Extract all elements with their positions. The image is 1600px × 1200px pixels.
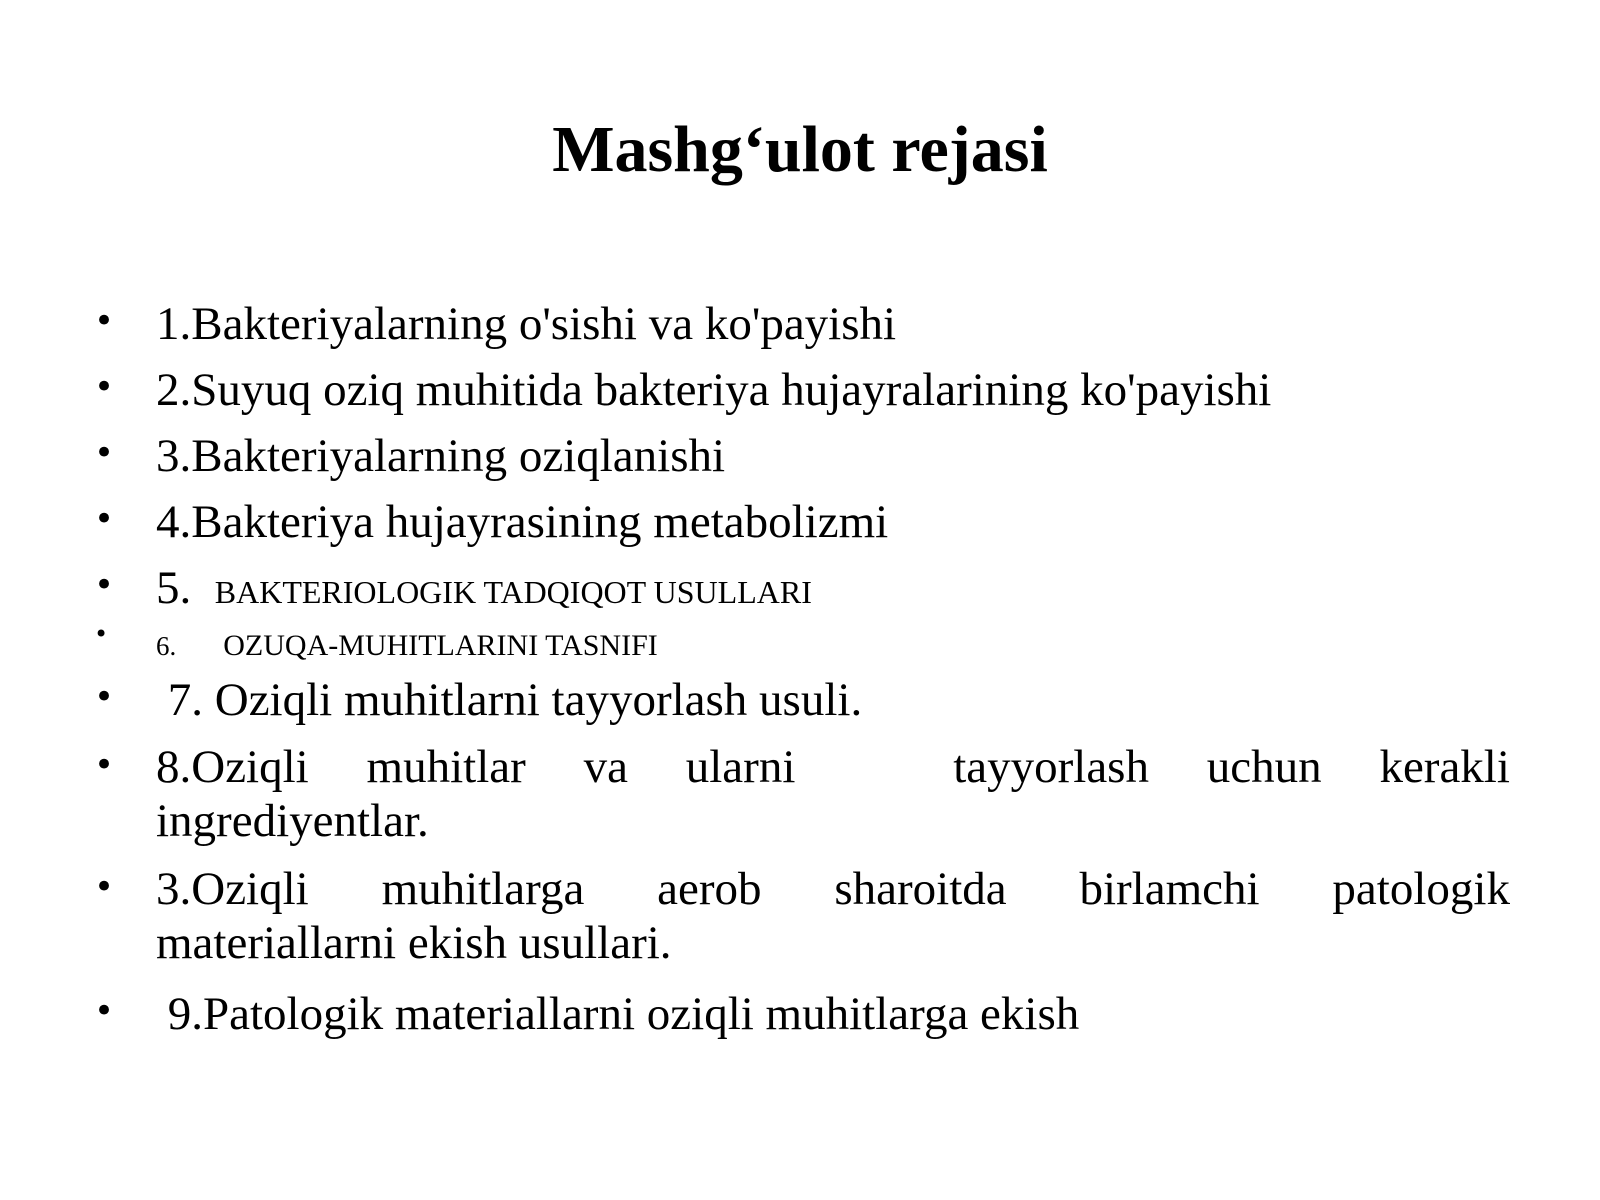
bullet-icon: •: [94, 991, 115, 1031]
word: patologik: [1332, 863, 1510, 915]
list-item-text: 1.Bakteriyalarning o'sishi va ko'payishi: [156, 298, 897, 350]
word: muhitlarga: [381, 863, 585, 915]
list-item-line: [156, 862, 1510, 916]
bullet-icon: •: [94, 367, 115, 407]
word: birlamchi: [1079, 863, 1260, 915]
bullet-icon: •: [94, 677, 115, 717]
bullet-icon: •: [94, 433, 115, 473]
bullet-icon: •: [94, 620, 109, 648]
list-item-text: [156, 740, 1510, 848]
list-item-text: 7. Oziqli muhitlarni tayyorlash usuli.: [156, 674, 863, 726]
word: ularni: [685, 741, 796, 793]
bullet-icon: •: [94, 301, 115, 341]
word: muhitlar: [366, 741, 526, 793]
list-item-text: 3.Bakteriyalarning oziqlanishi: [156, 430, 726, 482]
bullet-icon: •: [94, 499, 115, 539]
list-item-line: ingrediyentlar.: [156, 795, 429, 847]
word: kerakli: [1379, 741, 1510, 793]
list-item-text: 9.Patologik materiallarni oziqli muhitlarga ekish: [156, 988, 1080, 1040]
list-item-number: 6.: [156, 631, 177, 661]
list-item-caption: OZUQA-MUHITLARINI TASNIFI: [223, 629, 658, 662]
list-item-caption: BAKTERIOLOGIK TADQIQOT USULLARI: [214, 574, 812, 610]
list-item-text: 2.Suyuq oziq muhitida bakteriya hujayralarining ko'payishi: [156, 364, 1272, 416]
word: aerob: [657, 863, 762, 915]
word: uchun: [1206, 741, 1322, 793]
list-item-text: 4.Bakteriya hujayrasining metabolizmi: [156, 496, 889, 548]
slide-title: Mashg‘ulot rejasi: [552, 113, 1048, 186]
word: va: [583, 741, 628, 793]
word: 8.Oziqli: [156, 741, 309, 793]
list-item-text: [156, 862, 1510, 970]
word: tayyorlash: [953, 741, 1149, 793]
list-item-text: [156, 560, 812, 620]
list-item-number: 5.: [156, 562, 192, 614]
bullet-icon: •: [94, 565, 115, 605]
word: 3.Oziqli: [156, 863, 309, 915]
list-item-text: [156, 620, 658, 666]
word: sharoitda: [834, 863, 1007, 915]
list-item-line: materiallarni ekish usullari.: [156, 917, 672, 969]
bullet-icon: •: [94, 745, 115, 785]
list-item-line: [156, 740, 1510, 794]
bullet-icon: •: [94, 867, 115, 907]
